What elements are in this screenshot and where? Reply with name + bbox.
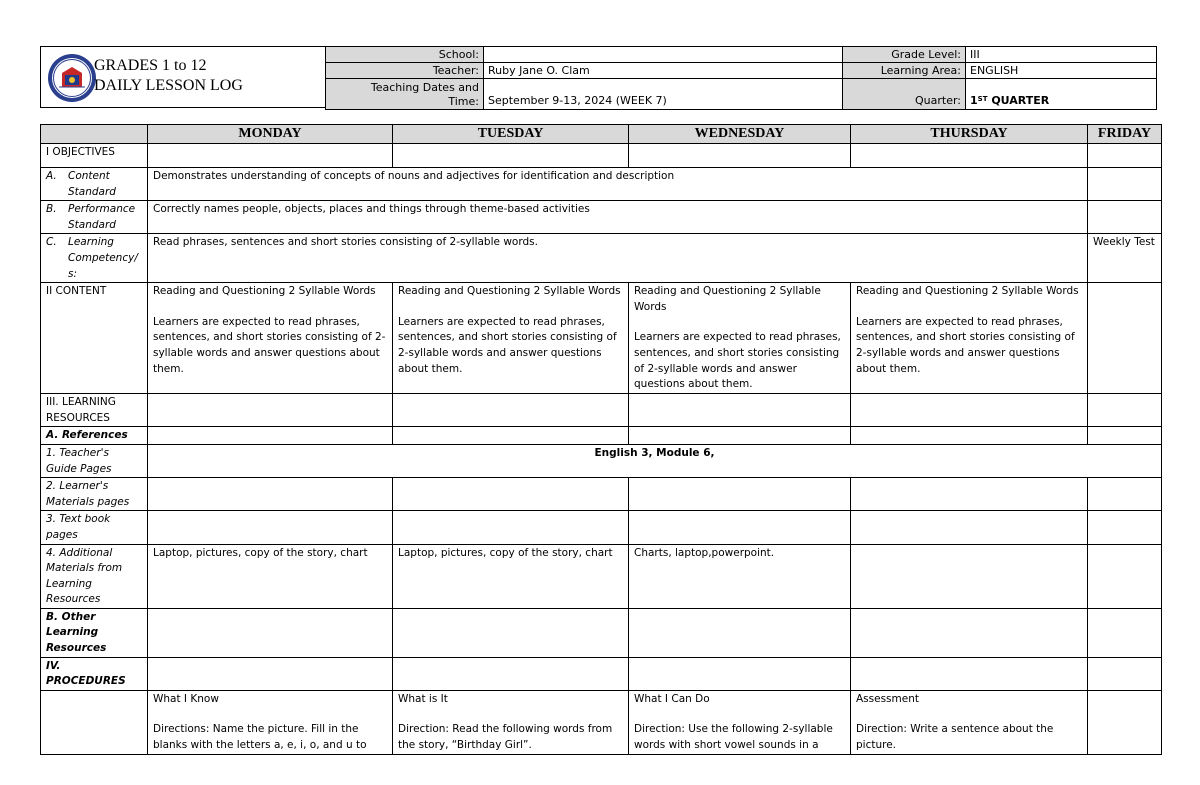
content-standard-friday [1088, 168, 1162, 201]
references-label: A. References [41, 427, 148, 445]
content-label: II CONTENT [41, 283, 148, 394]
other-resources-monday [148, 608, 393, 657]
day-header-friday: FRIDAY [1088, 125, 1162, 144]
content-wednesday-body: Learners are expected to read phrases, sentences, and short stories consisting of 2-syllable words and answer questions about them. [634, 331, 841, 391]
procedures-detail-row [41, 690, 1162, 754]
learners-materials-monday [148, 478, 393, 511]
content-tuesday [393, 283, 629, 394]
content-thursday [851, 283, 1088, 394]
title-box [40, 46, 326, 108]
performance-standard-text: Correctly names people, objects, places and things through theme-based activities [148, 201, 1088, 234]
performance-standard-friday [1088, 201, 1162, 234]
school-value [484, 47, 843, 63]
references-thursday [851, 427, 1088, 445]
page-title [94, 56, 243, 96]
references-tuesday [393, 427, 629, 445]
performance-standard-marker: B. [46, 203, 57, 216]
procedures-thursday-head [851, 657, 1088, 690]
references-row [41, 427, 1162, 445]
procedures-monday [148, 690, 393, 754]
objectives-monday [148, 144, 393, 168]
textbook-row [41, 511, 1162, 544]
textbook-label: 3. Text book pages [41, 511, 148, 544]
content-tuesday-title: Reading and Questioning 2 Syllable Words [398, 285, 621, 298]
content-monday-title: Reading and Questioning 2 Syllable Words [153, 285, 376, 298]
procedures-tuesday-head [393, 657, 629, 690]
other-resources-label: B. Other Learning Resources [41, 608, 148, 657]
learners-materials-thursday [851, 478, 1088, 511]
corner-cell [41, 125, 148, 144]
textbook-friday [1088, 511, 1162, 544]
header [40, 46, 1156, 109]
procedures-tuesday-title: What is It [398, 692, 448, 705]
content-friday [1088, 283, 1162, 394]
procedures-wednesday-title: What I Can Do [634, 692, 710, 705]
day-header-monday: MONDAY [148, 125, 393, 144]
lesson-table [40, 124, 1162, 755]
learning-area-label: Learning Area: [843, 63, 966, 79]
textbook-tuesday [393, 511, 629, 544]
objectives-thursday [851, 144, 1088, 168]
day-header-row [41, 125, 1162, 144]
objectives-row [41, 144, 1162, 168]
quarter-label: Quarter: [843, 79, 966, 110]
procedures-friday [1088, 690, 1162, 754]
resources-wednesday [629, 394, 851, 427]
competency-label: Learning Competency/ s: [68, 236, 138, 280]
procedures-row [41, 657, 1162, 690]
quarter-suffix: ST [977, 95, 988, 103]
content-standard-label: Content Standard [68, 170, 116, 198]
additional-materials-tuesday: Laptop, pictures, copy of the story, chart [393, 544, 629, 608]
procedures-wednesday [629, 690, 851, 754]
additional-materials-monday: Laptop, pictures, copy of the story, chart [148, 544, 393, 608]
content-wednesday [629, 283, 851, 394]
performance-standard-label-cell [41, 201, 148, 234]
deped-seal-icon [47, 53, 97, 103]
day-header-thursday: THURSDAY [851, 125, 1088, 144]
other-resources-thursday [851, 608, 1088, 657]
info-table [325, 46, 1157, 110]
procedures-tuesday [393, 690, 629, 754]
procedures-thursday-title: Assessment [856, 692, 919, 705]
learners-materials-row [41, 478, 1162, 511]
learners-materials-friday [1088, 478, 1162, 511]
resources-thursday [851, 394, 1088, 427]
resources-row [41, 394, 1162, 427]
additional-materials-thursday [851, 544, 1088, 608]
teacher-value: Ruby Jane O. Clam [484, 63, 843, 79]
resources-friday [1088, 394, 1162, 427]
title-line-1: GRADES 1 to 12 [94, 57, 207, 74]
day-header-wednesday: WEDNESDAY [629, 125, 851, 144]
objectives-tuesday [393, 144, 629, 168]
teachers-guide-label: 1. Teacher's Guide Pages [41, 444, 148, 477]
competency-row [41, 234, 1162, 283]
content-standard-marker: A. [46, 170, 57, 182]
other-resources-row [41, 608, 1162, 657]
references-monday [148, 427, 393, 445]
procedures-label: IV. PROCEDURES [41, 657, 148, 690]
procedures-thursday-text: Direction: Write a sentence about the picture. [856, 723, 1054, 752]
competency-friday: Weekly Test [1088, 234, 1162, 283]
performance-standard-row [41, 201, 1162, 234]
additional-materials-friday [1088, 544, 1162, 608]
procedures-friday-head [1088, 657, 1162, 690]
competency-label-cell [41, 234, 148, 283]
resources-monday [148, 394, 393, 427]
content-standard-text: Demonstrates understanding of concepts of nouns and adjectives for identification and description [148, 168, 1088, 201]
competency-text: Read phrases, sentences and short stories consisting of 2-syllable words. [148, 234, 1088, 283]
objectives-label: I OBJECTIVES [41, 144, 148, 168]
teacher-label: Teacher: [326, 63, 484, 79]
procedures-detail-label [41, 690, 148, 754]
procedures-monday-head [148, 657, 393, 690]
other-resources-wednesday [629, 608, 851, 657]
procedures-tuesday-text: Direction: Read the following words from the story, “Birthday Girl”. [398, 723, 613, 752]
teachers-guide-row [41, 444, 1162, 477]
other-resources-tuesday [393, 608, 629, 657]
references-friday [1088, 427, 1162, 445]
day-header-tuesday: TUESDAY [393, 125, 629, 144]
content-wednesday-title: Reading and Questioning 2 Syllable Words [634, 285, 821, 313]
learners-materials-tuesday [393, 478, 629, 511]
textbook-wednesday [629, 511, 851, 544]
teachers-guide-text: English 3, Module 6, [148, 444, 1162, 477]
competency-marker: C. [46, 236, 57, 249]
procedures-wednesday-text: Direction: Use the following 2-syllable words with short vowel sounds in a [634, 723, 833, 752]
teaching-dates-label [326, 79, 484, 110]
references-wednesday [629, 427, 851, 445]
quarter-text: QUARTER [987, 94, 1050, 107]
performance-standard-label: Performance Standard [68, 203, 136, 231]
additional-materials-wednesday: Charts, laptop,powerpoint. [629, 544, 851, 608]
content-thursday-title: Reading and Questioning 2 Syllable Words [856, 285, 1079, 298]
grade-level-value: III [966, 47, 1157, 63]
quarter-value [966, 79, 1157, 110]
procedures-wednesday-head [629, 657, 851, 690]
grade-level-label: Grade Level: [843, 47, 966, 63]
additional-materials-row [41, 544, 1162, 608]
teaching-dates-label-line1: Teaching Dates and [370, 81, 479, 94]
content-row [41, 283, 1162, 394]
procedures-thursday [851, 690, 1088, 754]
other-resources-friday [1088, 608, 1162, 657]
procedures-monday-text: Directions: Name the picture. Fill in the blanks with the letters a, e, i, o, and u to [153, 723, 367, 752]
textbook-thursday [851, 511, 1088, 544]
procedures-monday-title: What I Know [153, 692, 219, 705]
content-standard-label-cell [41, 168, 148, 201]
objectives-friday [1088, 144, 1162, 168]
content-tuesday-body: Learners are expected to read phrases, sentences, and short stories consisting of 2-syllable words and answer questions about them. [398, 315, 617, 375]
content-standard-row [41, 168, 1162, 201]
learning-area-value: ENGLISH [966, 63, 1157, 79]
resources-label: III. LEARNING RESOURCES [41, 394, 148, 427]
textbook-monday [148, 511, 393, 544]
school-label: School: [326, 47, 484, 63]
objectives-wednesday [629, 144, 851, 168]
content-monday [148, 283, 393, 394]
learners-materials-label: 2. Learner's Materials pages [41, 478, 148, 511]
content-monday-body: Learners are expected to read phrases, sentences, and short stories consisting of 2-syllable words and answer questions about them. [153, 315, 386, 375]
title-line-2: DAILY LESSON LOG [94, 77, 243, 94]
teaching-dates-label-line2: Time: [448, 95, 479, 108]
quarter-number: 1 [970, 94, 978, 107]
teaching-dates-value: September 9-13, 2024 (WEEK 7) [484, 79, 843, 110]
content-thursday-body: Learners are expected to read phrases, sentences, and short stories consisting of 2-syllable words and answer questions about them. [856, 315, 1075, 375]
resources-tuesday [393, 394, 629, 427]
learners-materials-wednesday [629, 478, 851, 511]
additional-materials-label: 4. Additional Materials from Learning Resources [41, 544, 148, 608]
